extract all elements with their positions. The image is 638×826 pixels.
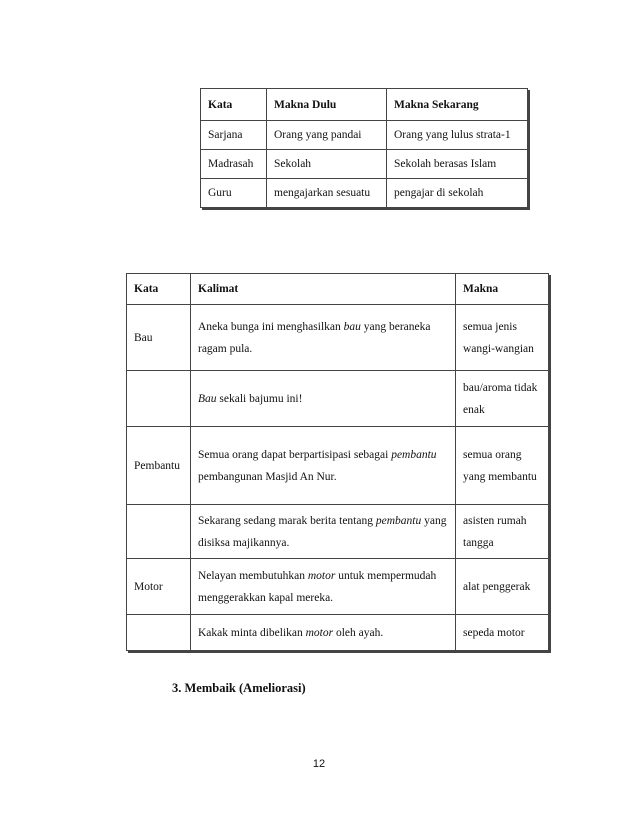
table-row — [127, 305, 549, 371]
table-cell: Orang yang pandai — [267, 121, 387, 150]
kalimat-cell: Aneka bunga ini menghasilkan bau yang beraneka ragam pula. — [191, 305, 456, 371]
makna-cell: alat penggerak — [456, 559, 549, 615]
header-cell: Makna Dulu — [267, 89, 387, 121]
table-cell: Madrasah — [201, 150, 267, 179]
kalimat-cell: Sekarang sedang marak berita tentang pembantu yang disiksa majikannya. — [191, 505, 456, 559]
table-header-row — [201, 89, 528, 121]
table-row — [127, 505, 549, 559]
table-row — [201, 150, 528, 179]
table-row — [127, 427, 549, 505]
kata-cell: Motor — [127, 559, 191, 615]
table-cell: Sarjana — [201, 121, 267, 150]
table-cell: Guru — [201, 179, 267, 208]
header-cell: Makna — [456, 274, 549, 305]
table-row — [127, 371, 549, 427]
table-header-row — [127, 274, 549, 305]
table-cell: pengajar di sekolah — [387, 179, 528, 208]
page-number: 12 — [312, 758, 326, 770]
table-row — [127, 615, 549, 651]
kalimat-cell: Nelayan membutuhkan motor untuk mempermudah menggerakkan kapal mereka. — [191, 559, 456, 615]
header-cell: Makna Sekarang — [387, 89, 528, 121]
table-makna-dulu-sekarang — [200, 88, 528, 208]
makna-cell: semua jenis wangi-wangian — [456, 305, 549, 371]
makna-cell: semua orang yang membantu — [456, 427, 549, 505]
table-kata-kalimat-makna — [126, 273, 549, 651]
header-cell: Kata — [127, 274, 191, 305]
table-cell: Sekolah — [267, 150, 387, 179]
kalimat-cell: Semua orang dapat berpartisipasi sebagai pembantu pembangunan Masjid An Nur. — [191, 427, 456, 505]
table-row — [127, 559, 549, 615]
kata-cell: Pembantu — [127, 427, 191, 505]
table-row — [201, 179, 528, 208]
kalimat-cell: Bau sekali bajumu ini! — [191, 371, 456, 427]
header-cell: Kalimat — [191, 274, 456, 305]
makna-cell: bau/aroma tidak enak — [456, 371, 549, 427]
kalimat-cell: Kakak minta dibelikan motor oleh ayah. — [191, 615, 456, 651]
makna-cell: asisten rumah tangga — [456, 505, 549, 559]
kata-cell — [127, 371, 191, 427]
kata-cell: Bau — [127, 305, 191, 371]
kata-cell — [127, 615, 191, 651]
table-cell: mengajarkan sesuatu — [267, 179, 387, 208]
table-cell: Sekolah berasas Islam — [387, 150, 528, 179]
table-row — [201, 121, 528, 150]
header-cell: Kata — [201, 89, 267, 121]
table-cell: Orang yang lulus strata-1 — [387, 121, 528, 150]
makna-cell: sepeda motor — [456, 615, 549, 651]
section-heading: 3. Membaik (Ameliorasi) — [172, 681, 306, 695]
kata-cell — [127, 505, 191, 559]
